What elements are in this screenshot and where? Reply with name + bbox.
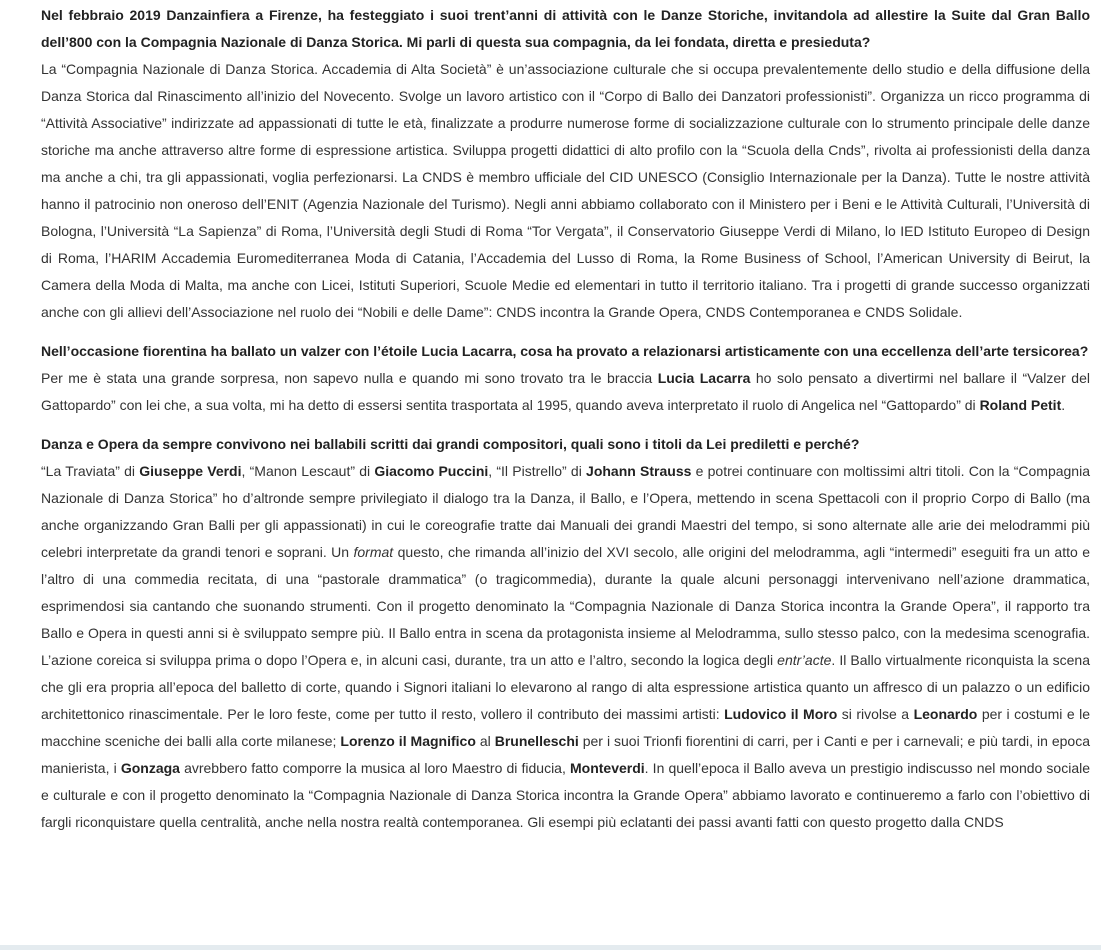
answer-text: avrebbero fatto comporre la musica al loro Maestro di fiducia, — [179, 760, 570, 776]
person-name-lucia-lacarra: Lucia Lacarra — [657, 370, 751, 386]
person-name-brunelleschi: Brunelleschi — [494, 733, 579, 749]
person-name-johann-strauss: Johann Strauss — [586, 463, 692, 479]
paragraph-spacer — [41, 326, 1090, 338]
person-name-gonzaga: Gonzaga — [120, 760, 180, 776]
answer-text: . In quell’epoca il Ballo aveva un prestigio indiscusso nel mondo sociale e culturale e con il progetto denominato la “Compagnia Nazionale di Danza Storica incontra la Grande Opera” abbiamo lavorato e continueremo a farlo con l’obiettivo di fargli riconquistare quella centralità, anche nella nostra realtà contemporanea. Gli esempi più eclatanti dei passi avanti fatti con questo progetto dalla CNDS — [41, 760, 1091, 830]
italic-term-format: format — [353, 544, 394, 560]
interview-article — [41, 2, 1090, 836]
interview-answer-3 — [41, 458, 1090, 836]
answer-text: . Il Ballo virtualmente riconquista la scena che gli era propria all’epoca del balletto di corte, quando i Signori italiani lo elevarono al rango di alta espressione artistica quanto un affresco di un palazzo o un edificio architettonico rinascimentale. Per le loro feste, come per tutto il resto, vollero il contributo dei massimi artisti: — [41, 652, 1090, 722]
person-name-ludovico-il-moro: Ludovico il Moro — [724, 706, 838, 722]
interview-question-2: Nell’occasione fiorentina ha ballato un valzer con l’étoile Lucia Lacarra, cosa ha provato a relazionarsi artisticamente con una eccellenza dell’arte tersicorea? — [41, 343, 1089, 359]
italic-term-entracte: entr’acte — [777, 652, 832, 668]
interview-answer-2 — [41, 365, 1090, 419]
person-name-lorenzo-il-magnifico: Lorenzo il Magnifico — [340, 733, 476, 749]
answer-text: , “Il Pistrello” di — [488, 463, 587, 479]
bottom-divider — [0, 945, 1101, 950]
answer-text: La “Compagnia Nazionale di Danza Storica. Accademia di Alta Società” è un’associazione culturale che si occupa prevalentemente dello studio e della diffusione della Danza Storica dal Rinascimento all’inizio del Novecento. Svolge un lavoro artistico con il “Corpo di Ballo dei Danzatori professionisti”. Organizza un ricco programma di “Attività Associative” indirizzate ad appassionati di tutte le età, finalizzate a produrre numerose forme di socializzazione culturale con lo strumento principale delle danze storiche ma anche attraverso altre forme di espressione artistica. Sviluppa progetti didattici di alto profilo con la “Scuola della Cnds”, rivolta ai professionisti della danza ma anche a chi, tra gli appassionati, voglia perfezionarsi. La CNDS è membro ufficiale del CID UNESCO (Consiglio Internazionale per la Danza). Tutte le nostre attività hanno il patrocinio non oneroso dell’ENIT (Agenzia Nazionale del Turismo). Negli anni abbiamo collaborato con il Ministero per i Beni e le Attività Culturali, l’Università di Bologna, l’Università “La Sapienza” di Roma, l’Università degli Studi di Roma “Tor Vergata”, il Conservatorio Giuseppe Verdi di Milano, lo IED Istituto Europeo di Design di Roma, l’HARIM Accademia Euromediterranea Moda di Catania, l’Accademia del Lusso di Roma, la Rome Business of School, l’American University di Beirut, la Camera della Moda di Malta, ma anche con Licei, Istituti Superiori, Scuole Medie ed elementari in tutto il territorio italiano. Tra i progetti di grande successo organizzati anche con gli allievi dell’Associazione nel ruolo dei “Nobili e delle Dame”: CNDS incontra la Grande Opera, CNDS Contemporanea e CNDS Solidale. — [41, 61, 1090, 320]
person-name-giacomo-puccini: Giacomo Puccini — [374, 463, 489, 479]
paragraph-spacer — [41, 419, 1090, 431]
answer-text: al — [475, 733, 495, 749]
person-name-monteverdi: Monteverdi — [569, 760, 645, 776]
answer-text: questo, che rimanda all’inizio del XVI secolo, alle origini del melodramma, agli “intermedi” eseguiti fra un atto e l’altro di una commedia recitata, di una “pastorale drammatica” (o tragicommedia), durante la quale alcuni personaggi intervenivano nell’azione drammatica, esprimendosi sia cantando che suonando strumenti. Con il progetto denominato la “Compagnia Nazionale di Danza Storica incontra la Grande Opera”, il rapporto tra Ballo e Opera in questi anni si è sviluppato sempre più. Il Ballo entra in scena da protagonista insieme al Melodramma, sullo stesso palco, con la medesima scenografia. L’azione coreica si sviluppa prima o dopo l’Opera e, in alcuni casi, durante, tra un atto e l’altro, secondo la logica degli — [41, 544, 1091, 668]
answer-text: ho solo pensato a divertirmi nel ballare il “Valzer del Gattopardo” con lei che, a sua volta, mi ha detto di essersi sentita trasportata al 1995, quando aveva interpretato il ruolo di Angelica nel “Gattopardo” di — [41, 370, 1090, 413]
answer-text: . — [1061, 397, 1066, 413]
answer-text: “La Traviata” di — [41, 463, 140, 479]
person-name-giuseppe-verdi: Giuseppe Verdi — [139, 463, 242, 479]
person-name-roland-petit: Roland Petit — [979, 397, 1062, 413]
answer-text: Per me è stata una grande sorpresa, non sapevo nulla e quando mi sono trovato tra le braccia — [41, 370, 658, 386]
answer-text: per i suoi Trionfi fiorentini di carri, per i Canti e per i carnevali; e più tardi, in epoca manierista, i — [41, 733, 1090, 776]
person-name-leonardo: Leonardo — [913, 706, 978, 722]
answer-text: , “Manon Lescaut” di — [241, 463, 375, 479]
answer-text: e potrei continuare con moltissimi altri titoli. Con la “Compagnia Nazionale di Danza Storica” ho d’altronde sempre privilegiato il dialogo tra la Danza, il Ballo, e l’Opera, mettendo in scena Spettacoli con il proprio Corpo di Ballo (ma anche organizzando Gran Balli per gli appassionati) in cui le coreografie tratte dai Manuali dei grandi Maestri del tempo, si sono alternate alle arie dei melodrammi più celebri interpretate da grandi tenori e soprani. Un — [41, 463, 1090, 560]
interview-question-3: Danza e Opera da sempre convivono nei ballabili scritti dai grandi compositori, quali sono i titoli da Lei prediletti e perché? — [41, 436, 860, 452]
interview-question-1: Nel febbraio 2019 Danzainfiera a Firenze, ha festeggiato i suoi trent’anni di attività con le Danze Storiche, invitandola ad allestire la Suite dal Gran Ballo dell’800 con la Compagnia Nazionale di Danza Storica. Mi parli di questa sua compagnia, da lei fondata, diretta e presieduta? — [41, 7, 1090, 50]
answer-text: per i costumi e le macchine sceniche dei balli alla corte milanese; — [41, 706, 1091, 749]
interview-answer-1 — [41, 56, 1090, 326]
answer-text: si rivolse a — [837, 706, 914, 722]
